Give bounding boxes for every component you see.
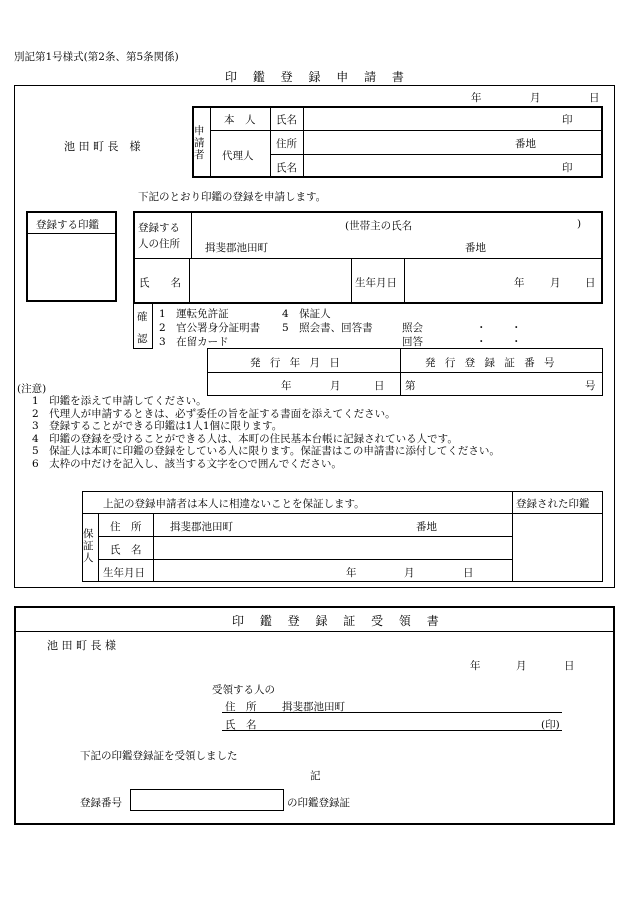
inquiry-dot-2: ・: [511, 322, 522, 334]
agent-name-label: 氏名: [276, 162, 297, 174]
intro-text: 下記のとおり印鑑の登録を申請します。: [138, 191, 327, 203]
addressee: 池 田 町 長 様: [64, 140, 141, 153]
reg-number-suffix: の印鑑登録証: [287, 797, 350, 809]
notes-heading: (注意): [17, 383, 47, 395]
receipt-statement: 下記の印鑑登録証を受領しました: [80, 750, 238, 762]
receipt-month: 月: [516, 660, 527, 672]
answer-dot-2: ・: [511, 336, 522, 348]
registrant-birth-month: 月: [550, 277, 561, 289]
answer-dot-1: ・: [476, 336, 487, 348]
date-day: 日: [589, 92, 600, 104]
household-head-label: (世帯主の氏名: [345, 220, 413, 232]
form-number: 別記第1号様式(第2条、第5条関係): [14, 51, 179, 63]
issue-dai: 第: [405, 380, 416, 392]
id-item-1: 1 運転免許証: [159, 308, 229, 320]
receipt-ki: 記: [310, 770, 321, 782]
receiver-address-label: 住 所: [225, 701, 257, 713]
self-name-label: 氏名: [276, 114, 297, 126]
applicant-label: 申請者: [194, 125, 205, 161]
issue-month: 月: [330, 380, 341, 392]
agent-address-label: 住所: [276, 138, 297, 150]
date-month: 月: [530, 92, 541, 104]
registrant-birth-year: 年: [514, 277, 525, 289]
reg-number-field[interactable]: [130, 789, 284, 811]
receiver-label: 受領する人の: [212, 684, 275, 696]
receiver-town: 揖斐郡池田町: [282, 701, 345, 713]
date-year: 年: [471, 92, 482, 104]
issue-year: 年: [281, 380, 292, 392]
receipt-year: 年: [470, 660, 481, 672]
issue-day: 日: [374, 380, 385, 392]
note-item: 4 印鑑の登録を受けることができる人は、本町の住民基本台帳に記録されている人です。: [32, 432, 458, 445]
id-item-2: 2 官公署身分証明書: [159, 322, 261, 334]
guarantor-label: 保証人: [83, 528, 94, 564]
receiver-seal-mark: (印): [541, 719, 560, 731]
guarantor-registered-seal-label: 登録された印鑑: [516, 498, 590, 510]
registrant-birth-label: 生年月日: [355, 277, 397, 289]
registered-seal-label: 登録する印鑑: [36, 219, 99, 231]
note-item: 2 代理人が申請するときは、必ず委任の旨を証する書面を添えてください。: [32, 407, 396, 420]
inquiry-dot-1: ・: [476, 322, 487, 334]
note-item: 3 登録することができる印鑑は1人1個に限ります。: [32, 420, 283, 432]
id-item-4: 4 保証人: [282, 308, 331, 320]
note-item: 6 太枠の中だけを記入し、該当する文字を○で囲んでください。: [32, 457, 342, 470]
registrant-name-label: 氏 名: [139, 277, 181, 289]
household-close: ): [577, 218, 582, 230]
issue-number-label: 発 行 登 録 証 番 号: [425, 357, 558, 369]
registrant-address-label-2: 人の住所: [138, 238, 180, 250]
guarantor-town: 揖斐郡池田町: [170, 521, 233, 533]
guarantor-birth-day: 日: [463, 567, 474, 579]
seal-mark-agent: 印: [562, 162, 573, 174]
inquiry-label: 照会: [402, 322, 423, 334]
notes-list: [32, 395, 500, 470]
registrant-birth-day: 日: [585, 277, 596, 289]
confirm-label-1: 確: [137, 311, 148, 323]
receiver-name-label: 氏 名: [225, 719, 257, 731]
registrant-banchi: 番地: [465, 242, 486, 254]
seal-mark-self: 印: [562, 114, 573, 126]
agent-banchi: 番地: [515, 138, 536, 150]
guarantor-birth-label: 生年月日: [103, 567, 145, 579]
confirm-label-2: 認: [137, 333, 148, 345]
guarantor-address-label: 住 所: [110, 521, 142, 533]
guarantor-name-label: 氏 名: [110, 544, 142, 556]
receipt-title: 印 鑑 登 録 証 受 領 書: [232, 614, 445, 628]
note-item: 5 保証人は本町に印鑑の登録をしている人に限ります。保証書はこの申請書に添付してください。: [32, 445, 500, 457]
agent-label: 代理人: [222, 150, 254, 162]
registrant-address-label-1: 登録する: [138, 222, 180, 234]
receipt-addressee: 池 田 町 長 様: [47, 639, 116, 652]
note-item: 1 印鑑を添えて申請してください。: [32, 395, 207, 407]
answer-label: 回答: [402, 336, 423, 348]
guarantor-statement: 上記の登録申請者は本人に相違ないことを保証します。: [103, 498, 365, 510]
reg-number-label: 登録番号: [80, 797, 122, 809]
id-item-5: 5 照会書、回答書: [282, 322, 373, 334]
guarantor-birth-month: 月: [404, 567, 415, 579]
form-title: 印 鑑 登 録 申 請 書: [225, 70, 410, 84]
issue-go: 号: [585, 380, 596, 392]
issue-date-label: 発 行 年 月 日: [250, 357, 343, 369]
guarantor-birth-year: 年: [346, 567, 357, 579]
id-item-3: 3 在留カード: [159, 336, 229, 348]
guarantor-banchi: 番地: [416, 521, 437, 533]
receipt-day: 日: [564, 660, 575, 672]
registrant-town: 揖斐郡池田町: [205, 242, 268, 254]
self-label: 本 人: [224, 114, 256, 126]
